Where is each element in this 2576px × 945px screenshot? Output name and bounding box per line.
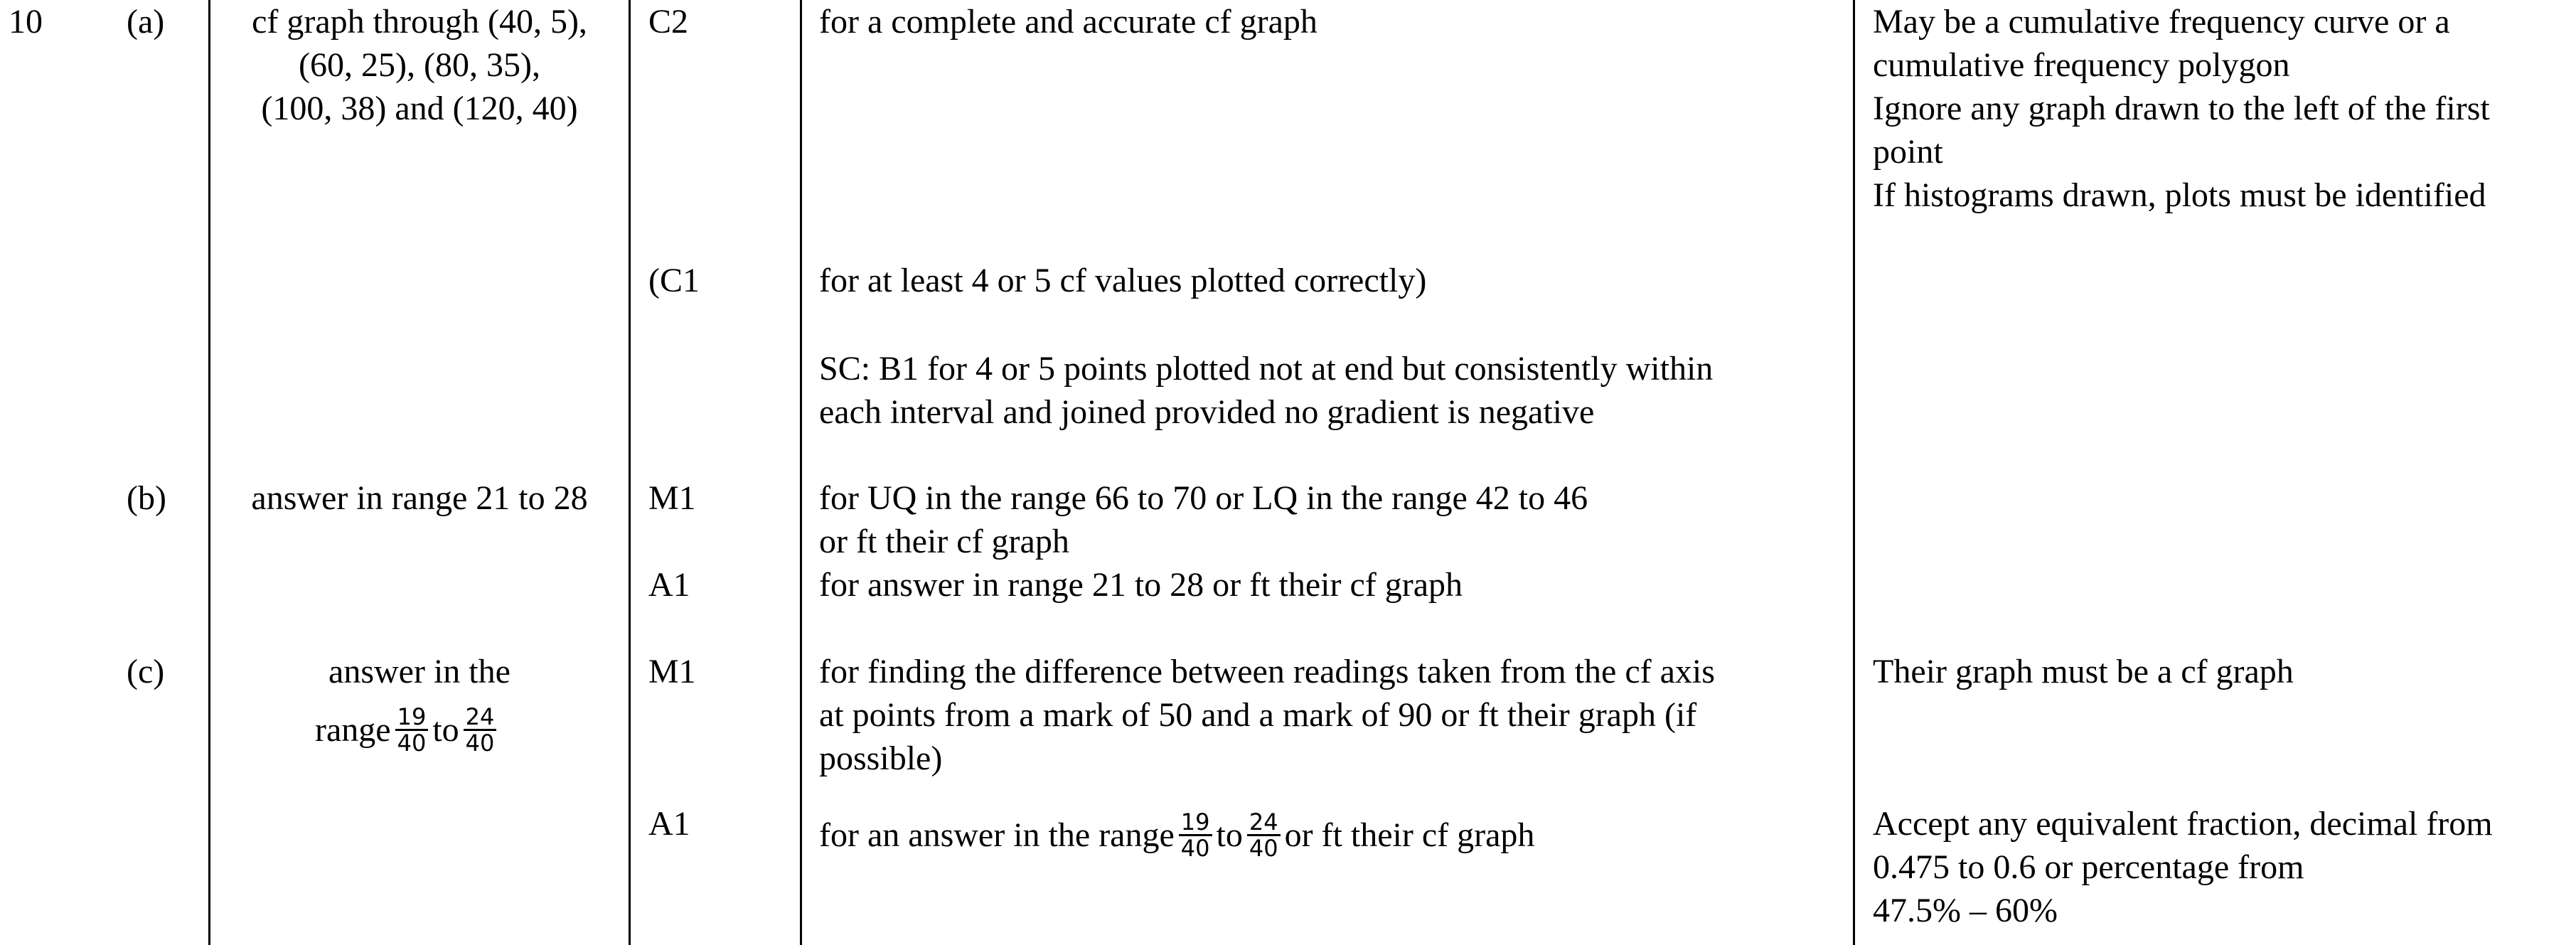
fraction-denominator: 40 <box>1180 835 1210 863</box>
mark-code-a1: A1 <box>648 566 690 604</box>
to-word: to <box>432 711 459 749</box>
guidance-note-line: 0.475 to 0.6 or percentage from <box>1873 848 2304 886</box>
mark-text: for an answer in the range <box>819 816 1175 854</box>
fraction-numerator: 19 <box>1179 810 1212 836</box>
guidance-note-line: May be a cumulative frequency curve or a <box>1873 3 2450 41</box>
part-c-answer-range <box>315 698 501 762</box>
part-label-a: (a) <box>127 3 165 41</box>
mark-code-a1: A1 <box>648 805 690 843</box>
to-word: to <box>1216 816 1243 854</box>
guidance-note: Their graph must be a cf graph <box>1873 653 2294 690</box>
fraction-19-40 <box>395 705 429 755</box>
mark-description: at points from a mark of 50 and a mark of 90 or ft their graph (if <box>819 696 1697 734</box>
column-divider <box>800 0 802 945</box>
mark-description: for UQ in the range 66 to 70 or LQ in the range 42 to 46 <box>819 479 1588 517</box>
fraction-24-40 <box>464 705 497 755</box>
mark-description: for at least 4 or 5 cf values plotted correctly) <box>819 262 1427 299</box>
guidance-note-line: 47.5% – 60% <box>1873 892 2058 929</box>
range-word: range <box>315 711 391 749</box>
fraction-numerator: 24 <box>464 705 497 731</box>
guidance-note-line: cumulative frequency polygon <box>1873 46 2290 84</box>
mark-code-c2: C2 <box>648 3 689 41</box>
mark-code-c1: (C1 <box>648 262 700 299</box>
fraction-numerator: 24 <box>1247 810 1281 836</box>
part-b-answer: answer in range 21 to 28 <box>251 479 588 517</box>
fraction-numerator: 19 <box>395 705 429 731</box>
fraction-denominator: 40 <box>1249 835 1278 863</box>
column-divider <box>208 0 210 945</box>
mark-code-m1: M1 <box>648 479 696 517</box>
part-label-c: (c) <box>127 653 165 690</box>
fraction-24-40 <box>1247 808 1281 863</box>
mark-code-m1: M1 <box>648 653 696 690</box>
special-case-note: each interval and joined provided no gradient is negative <box>819 393 1595 431</box>
fraction-19-40 <box>1179 808 1212 863</box>
guidance-note-line: point <box>1873 133 1943 171</box>
mark-description: or ft their cf graph <box>819 523 1069 560</box>
mark-description: for answer in range 21 to 28 or ft their cf graph <box>819 566 1463 604</box>
part-label-b: (b) <box>127 479 166 517</box>
fraction-denominator: 40 <box>397 730 427 757</box>
mark-description: for finding the difference between readings taken from the cf axis <box>819 653 1715 690</box>
mark-description-with-fractions <box>819 803 1534 867</box>
column-divider <box>1853 0 1855 945</box>
guidance-note-line: Accept any equivalent fraction, decimal from <box>1873 805 2493 843</box>
guidance-note-line: Ignore any graph drawn to the left of the first <box>1873 90 2490 127</box>
part-a-answer-line: (60, 25), (80, 35), <box>299 46 540 84</box>
part-a-answer-line: cf graph through (40, 5), <box>252 3 587 41</box>
mark-description: for a complete and accurate cf graph <box>819 3 1318 41</box>
part-c-answer-line: answer in the <box>328 653 511 690</box>
fraction-denominator: 40 <box>465 730 495 757</box>
column-divider <box>629 0 631 945</box>
question-number: 10 <box>9 3 43 41</box>
mark-description: possible) <box>819 740 943 777</box>
mark-text: or ft their cf graph <box>1284 816 1535 854</box>
part-a-answer-line: (100, 38) and (120, 40) <box>261 90 578 127</box>
special-case-note: SC: B1 for 4 or 5 points plotted not at end but consistently within <box>819 350 1714 388</box>
guidance-note-line: If histograms drawn, plots must be identified <box>1873 176 2486 214</box>
